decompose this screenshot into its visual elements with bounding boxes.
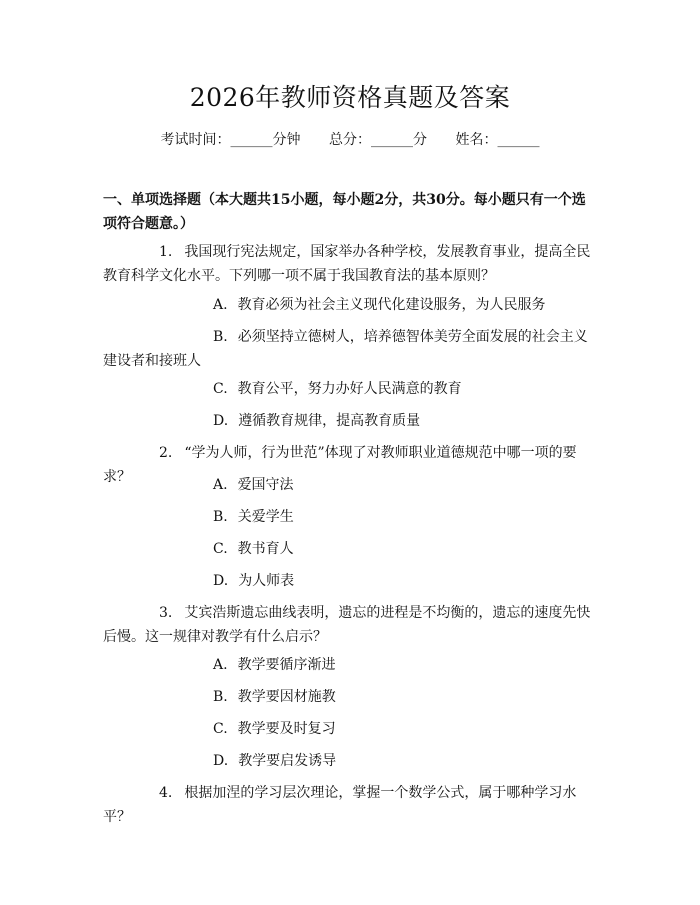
question-1-option-a <box>103 293 598 317</box>
option-text: 教学要因材施教 <box>237 689 336 705</box>
option-letter: A. <box>213 477 228 493</box>
option-text: 必须坚持立德树人，培养德智体美劳全面发展的社会主义建设者和接班人 <box>103 329 588 369</box>
option-text: 教学要及时复习 <box>237 721 336 737</box>
question-number: 4. <box>159 785 173 801</box>
option-text: 爱国守法 <box>237 477 294 493</box>
option-letter: A. <box>213 297 228 313</box>
section-heading: 一、单项选择题（本大题共15小题，每小题2分，共30分。每小题只有一个选项符合题意。） <box>103 192 586 232</box>
question-3-option-b <box>103 685 598 709</box>
question-text: 我国现行宪法规定，国家举办各种学校，发展教育事业，提高全民教育科学文化水平。下列哪一项不属于我国教育法的基本原则？ <box>103 244 591 284</box>
option-letter: A. <box>213 657 228 673</box>
option-text: 为人师表 <box>238 573 295 589</box>
option-text: 教学要循序渐进 <box>237 657 336 673</box>
question-2-option-a <box>103 473 598 497</box>
question-3-option-a <box>103 653 598 677</box>
option-text: 教育公平，努力办好人民满意的教育 <box>237 381 462 397</box>
option-text: 遵循教育规律，提高教育质量 <box>238 413 421 429</box>
option-letter: C. <box>213 541 228 557</box>
question-2-option-b <box>103 505 598 529</box>
question-2-option-d <box>103 569 598 593</box>
question-1-option-c <box>103 377 598 401</box>
exam-info-line <box>0 130 700 150</box>
option-text: 教学要启发诱导 <box>238 753 337 769</box>
option-letter: D. <box>213 753 229 769</box>
question-1 <box>103 240 598 288</box>
question-3 <box>103 601 598 649</box>
option-letter: D. <box>213 413 229 429</box>
question-3-option-d <box>103 749 598 773</box>
option-letter: B. <box>213 689 228 705</box>
student-name-field: 姓名：______ <box>455 132 540 148</box>
option-text: 关爱学生 <box>237 509 294 525</box>
total-score-field: 总分：______分 <box>329 132 427 148</box>
option-letter: B. <box>213 509 228 525</box>
question-number: 1. <box>159 244 173 260</box>
question-1-option-d <box>103 409 598 433</box>
option-letter: B. <box>213 329 228 345</box>
question-4 <box>103 781 598 829</box>
question-2-option-c <box>103 537 598 561</box>
question-3-option-c <box>103 717 598 741</box>
page-title: 2026年教师资格真题及答案 <box>189 83 511 112</box>
question-1-option-b <box>103 325 598 373</box>
question-number: 2. <box>159 445 173 461</box>
option-letter: D. <box>213 573 229 589</box>
option-text: 教育必须为社会主义现代化建设服务，为人民服务 <box>237 297 546 313</box>
question-number: 3. <box>159 605 173 621</box>
question-text: 根据加涅的学习层次理论，掌握一个数学公式，属于哪种学习水平？ <box>103 785 577 825</box>
exam-time-field: 考试时间：______分钟 <box>160 132 301 148</box>
question-text: 艾宾浩斯遗忘曲线表明，遗忘的进程是不均衡的，遗忘的速度先快后慢。这一规律对教学有什么启示？ <box>103 605 591 645</box>
question-text: “学为人师，行为世范”体现了对教师职业道德规范中哪一项的要求？ <box>103 445 577 485</box>
option-letter: C. <box>213 381 228 397</box>
option-text: 教书育人 <box>237 541 294 557</box>
option-letter: C. <box>213 721 228 737</box>
